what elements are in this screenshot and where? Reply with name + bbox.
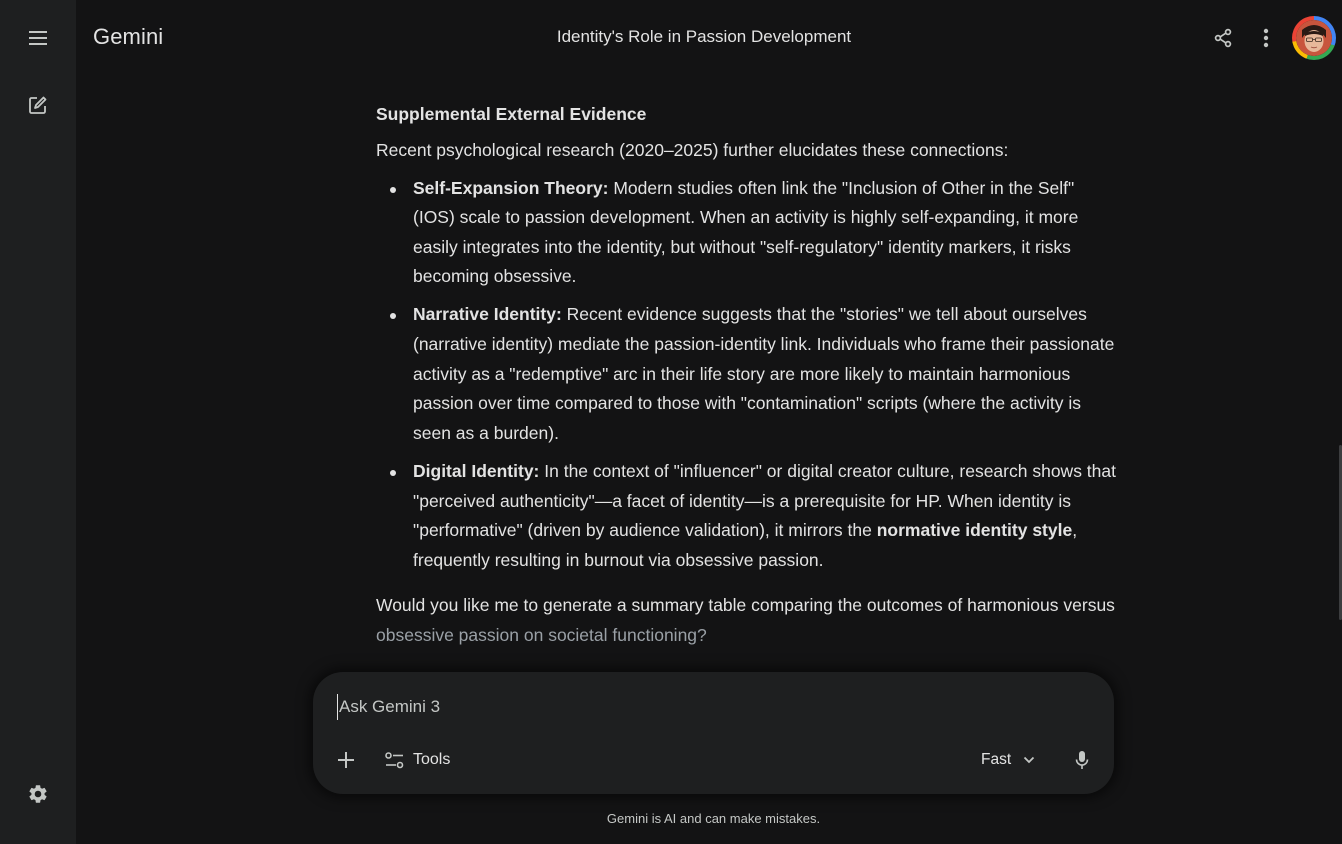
settings-button[interactable] <box>22 778 54 810</box>
follow-up-question <box>376 591 1116 650</box>
model-mode-selector[interactable] <box>981 746 1035 774</box>
sidebar <box>0 0 76 844</box>
chat-title-container <box>76 27 1342 47</box>
hamburger-menu-icon <box>29 31 47 45</box>
mode-label: Fast <box>981 751 1012 768</box>
inline-bold-term: normative identity style <box>876 520 1073 541</box>
evidence-list <box>376 174 1116 576</box>
tools-button[interactable] <box>385 746 450 774</box>
list-item-title: Digital Identity: <box>413 460 540 481</box>
top-bar <box>76 0 1342 76</box>
section-heading: Supplemental External Evidence <box>376 104 647 124</box>
list-item-text: In the context of "influencer" or digital creator culture, research shows that "perceived authenticity"—a facet of identity—is a prerequisite for HP. When identity is "performative" (driven by audience validation), it mirrors the <box>413 460 1116 541</box>
ai-disclaimer: Gemini is AI and can make mistakes. <box>606 811 821 826</box>
share-icon <box>1213 28 1233 48</box>
user-portrait-icon <box>1296 20 1332 56</box>
tools-label: Tools <box>413 751 451 768</box>
chevron-down-icon <box>1023 756 1035 764</box>
list-item-title: Self-Expansion Theory: <box>413 177 609 198</box>
app-logo[interactable]: Gemini <box>93 24 164 49</box>
prompt-input[interactable] <box>337 694 1057 720</box>
microphone-button[interactable] <box>1069 747 1095 773</box>
list-item <box>376 174 1116 292</box>
gear-icon <box>27 783 49 805</box>
list-item-title: Narrative Identity: <box>413 304 562 325</box>
tune-sliders-icon <box>385 752 404 769</box>
list-item-text: Modern studies often link the "Inclusion of Other in the Self" (IOS) scale to passion development. When an activity is highly self-expanding, it more easily integrates into the identity, but without "self-regulatory" identity markers, it risks becoming obsessive. <box>413 177 1079 287</box>
avatar-image <box>1296 20 1332 56</box>
list-item <box>376 457 1116 575</box>
edit-square-icon <box>28 95 48 115</box>
chat-title: Identity's Role in Passion Development <box>556 27 852 46</box>
more-options-button[interactable] <box>1251 23 1281 53</box>
new-chat-button[interactable] <box>22 89 54 121</box>
prompt-composer <box>313 672 1114 794</box>
microphone-icon <box>1075 750 1089 770</box>
account-avatar[interactable] <box>1292 16 1336 60</box>
plus-icon <box>337 751 355 769</box>
main-menu-button[interactable] <box>22 22 54 54</box>
intro-paragraph: Recent psychological research (2020–2025) further elucidates these connections: <box>376 140 1009 160</box>
follow-up-line-1: Would you like me to generate a summary table comparing the outcomes of harmonious versus <box>376 595 1115 616</box>
list-item <box>376 300 1116 448</box>
model-response <box>376 100 1116 651</box>
list-item-text: Recent evidence suggests that the "stories" we tell about ourselves (narrative identity) mediate the passion-identity link. Individuals who frame their passionate activity as a "redemptive" arc in their life story are more likely to maintain harmonious passion over time compared to those with "contamination" scripts (where the activity is seen as a burden). <box>413 304 1115 443</box>
follow-up-line-2: obsessive passion on societal functioning? <box>376 624 707 645</box>
share-button[interactable] <box>1208 23 1238 53</box>
add-files-button[interactable] <box>333 747 359 773</box>
list-item-text-end: , frequently resulting in burnout via obsessive passion. <box>413 520 1078 570</box>
more-vert-icon <box>1263 28 1269 48</box>
